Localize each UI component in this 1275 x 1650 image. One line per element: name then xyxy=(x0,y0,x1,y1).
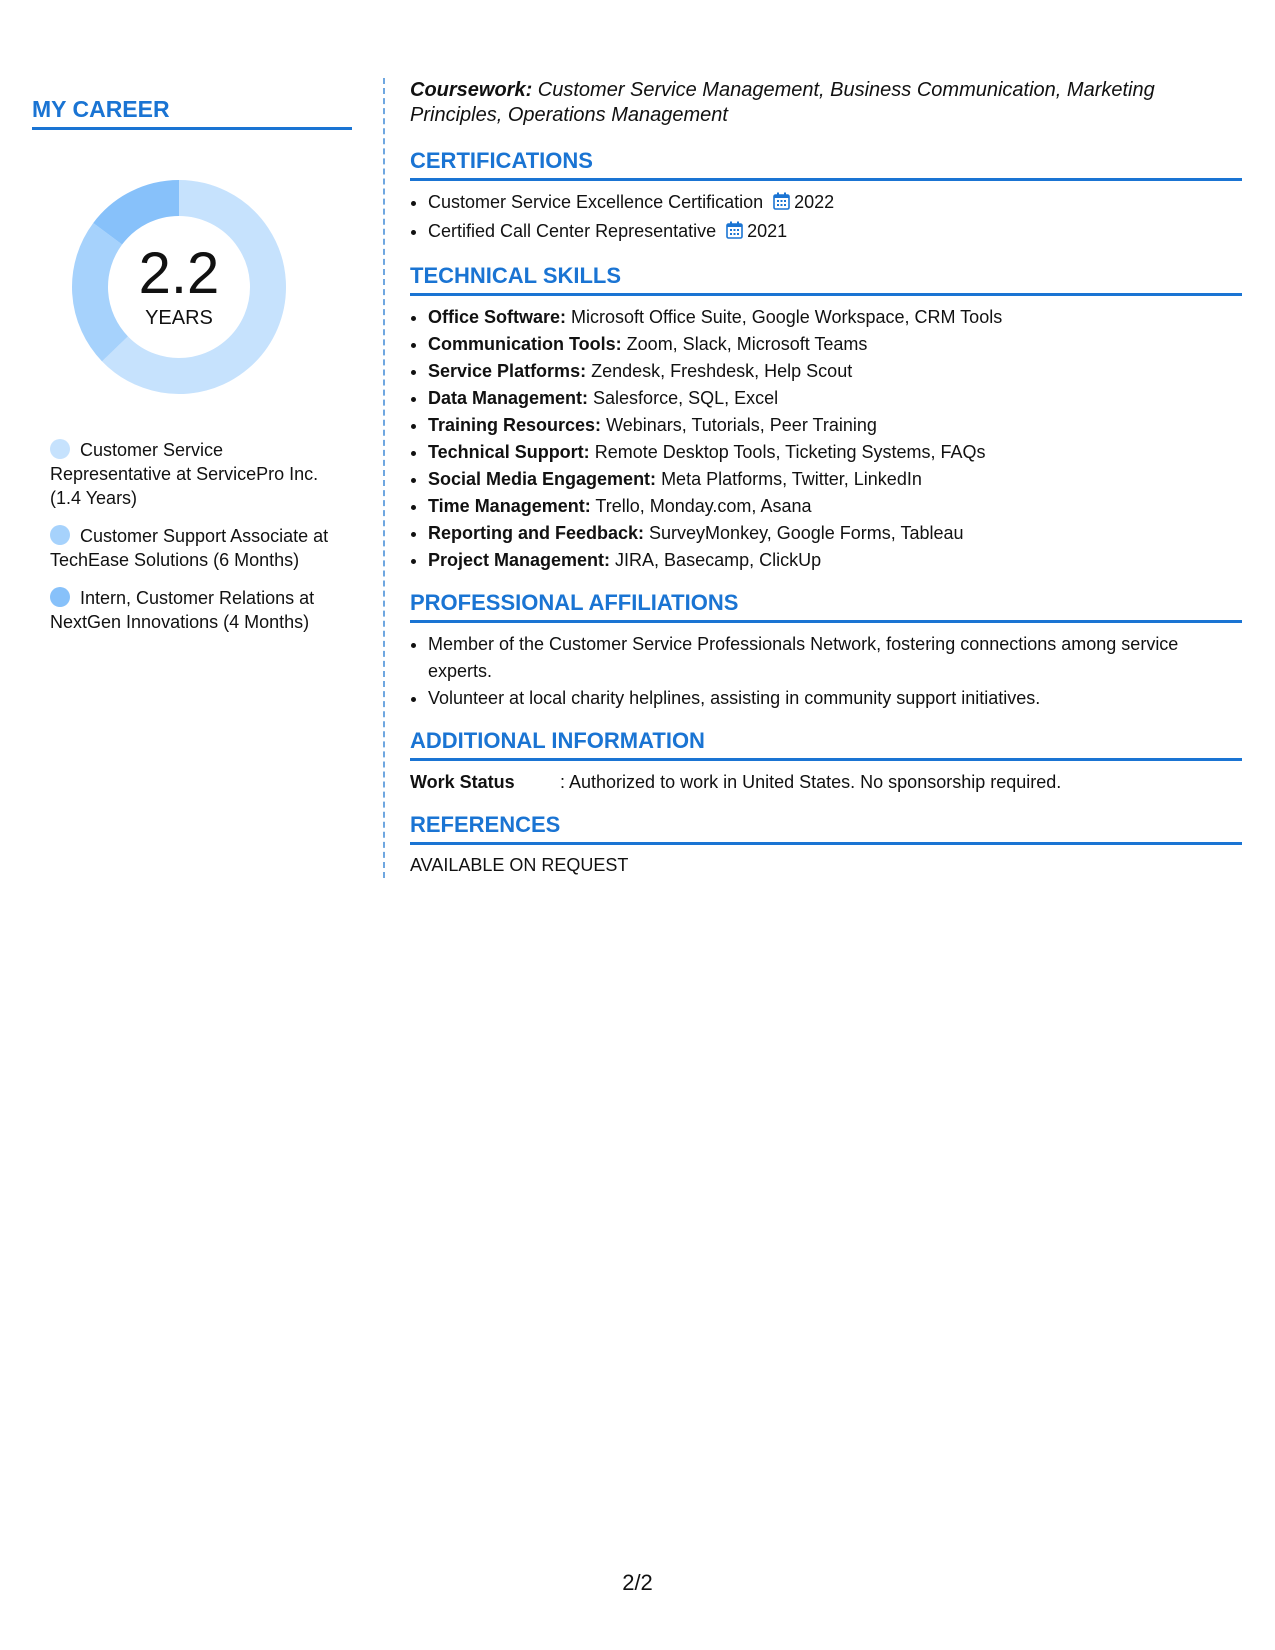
legend-dot xyxy=(50,439,70,459)
skill-label: Training Resources: xyxy=(428,415,602,435)
skill-label: Time Management: xyxy=(428,496,591,516)
career-legend-item xyxy=(50,586,340,634)
references-text: AVAILABLE ON REQUEST xyxy=(410,855,629,875)
certification-name: Certified Call Center Representative xyxy=(428,221,717,241)
certification-name: Customer Service Excellence Certification xyxy=(428,192,764,212)
career-role-label: Intern, Customer Relations at NextGen Innovations (4 Months) xyxy=(50,588,315,632)
skill-value: Zoom, Slack, Microsoft Teams xyxy=(621,334,868,354)
skill-value: Microsoft Office Suite, Google Workspace, CRM Tools xyxy=(566,307,1003,327)
career-legend xyxy=(32,438,352,634)
skill-value: Remote Desktop Tools, Ticketing Systems, FAQs xyxy=(589,442,986,462)
career-donut-chart xyxy=(64,172,294,402)
career-legend-item xyxy=(50,524,340,572)
skill-item xyxy=(428,412,1242,439)
skill-item xyxy=(428,358,1242,385)
skill-label: Technical Support: xyxy=(428,442,590,462)
skills-heading: TECHNICAL SKILLS xyxy=(410,263,1242,296)
skill-value: Salesforce, SQL, Excel xyxy=(588,388,779,408)
career-heading: MY CAREER xyxy=(32,96,352,130)
skill-label: Project Management: xyxy=(428,550,611,570)
work-status-row xyxy=(410,769,1242,796)
skill-item xyxy=(428,331,1242,358)
skill-item xyxy=(428,493,1242,520)
career-total-years: 2.2 xyxy=(138,240,220,306)
coursework-label: Coursework: xyxy=(410,79,533,101)
skill-value: Webinars, Tutorials, Peer Training xyxy=(601,415,877,435)
skill-item xyxy=(428,439,1242,466)
affiliations-heading: PROFESSIONAL AFFILIATIONS xyxy=(410,590,1242,623)
work-status-label: Work Status xyxy=(410,772,515,792)
calendar-icon xyxy=(726,220,743,247)
affiliations-list xyxy=(410,631,1242,712)
certifications-list xyxy=(410,189,1242,247)
skill-label: Service Platforms: xyxy=(428,361,587,381)
certification-year: 2021 xyxy=(747,221,788,241)
main-content xyxy=(410,78,1242,876)
calendar-icon xyxy=(773,191,790,218)
affiliation-item: • Member of the Customer Service Professionals Network, fostering connections among service experts. xyxy=(428,631,1242,685)
skill-item xyxy=(428,304,1242,331)
career-role-label: Customer Service Representative at ServicePro Inc. (1.4 Years) xyxy=(50,440,319,508)
skill-label: Office Software: xyxy=(428,307,567,327)
skills-list xyxy=(410,304,1242,574)
donut-center xyxy=(64,172,294,402)
skill-item xyxy=(428,466,1242,493)
references-heading: REFERENCES xyxy=(410,812,1242,845)
skill-value: Trello, Monday.com, Asana xyxy=(590,496,812,516)
legend-dot xyxy=(50,587,70,607)
skill-item xyxy=(428,547,1242,574)
skill-value: Zendesk, Freshdesk, Help Scout xyxy=(586,361,853,381)
coursework-text: Customer Service Management, Business Communication, Marketing Principles, Operations Management xyxy=(410,79,1155,126)
certifications-heading: CERTIFICATIONS xyxy=(410,148,1242,181)
skill-value: JIRA, Basecamp, ClickUp xyxy=(610,550,822,570)
skill-value: Meta Platforms, Twitter, LinkedIn xyxy=(656,469,922,489)
certification-year: 2022 xyxy=(794,192,835,212)
additional-info-heading: ADDITIONAL INFORMATION xyxy=(410,728,1242,761)
affiliation-item: • Volunteer at local charity helplines, assisting in community support initiatives. xyxy=(428,685,1242,712)
work-status-value: : Authorized to work in United States. No sponsorship required. xyxy=(560,772,1062,792)
career-role-label: Customer Support Associate at TechEase Solutions (6 Months) xyxy=(50,526,329,570)
career-sidebar xyxy=(32,96,352,648)
skill-label: Data Management: xyxy=(428,388,589,408)
coursework xyxy=(410,78,1242,128)
skill-label: Communication Tools: xyxy=(428,334,622,354)
certification-item xyxy=(428,189,1242,218)
legend-dot xyxy=(50,525,70,545)
skill-label: Reporting and Feedback: xyxy=(428,523,645,543)
page-number: 2/2 xyxy=(622,1570,653,1595)
skill-item xyxy=(428,520,1242,547)
certification-item xyxy=(428,218,1242,247)
skill-item xyxy=(428,385,1242,412)
skill-label: Social Media Engagement: xyxy=(428,469,657,489)
career-total-unit: YEARS xyxy=(145,306,213,329)
column-divider xyxy=(383,78,385,878)
career-legend-item xyxy=(50,438,340,510)
skill-value: SurveyMonkey, Google Forms, Tableau xyxy=(644,523,964,543)
